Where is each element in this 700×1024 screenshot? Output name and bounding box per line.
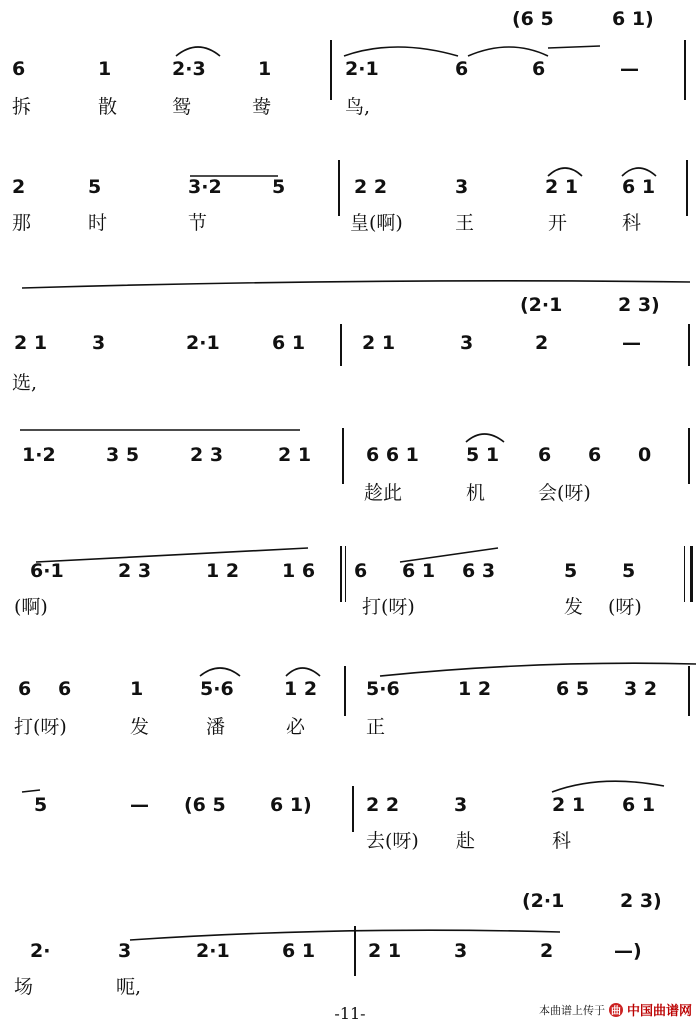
bar-line [340,324,342,366]
note: —) [614,940,642,962]
note: 6 1 [622,176,656,198]
footer-site-name[interactable]: 中国曲谱网 [626,1004,692,1019]
lyric: 选, [12,372,38,394]
note: 6 1) [612,8,654,30]
note: 6 [455,58,469,80]
note: 1 2 [284,678,318,700]
note: 2·1 [186,332,220,354]
lyric: 鸟, [345,96,371,118]
lyric: 王 [455,212,475,234]
note: (6 5 [184,794,226,816]
lyric: 那 [12,212,32,234]
bar-line [330,40,332,100]
note: 0 [638,444,652,466]
note: 3 [454,794,468,816]
note: 2 3 [118,560,152,582]
lyric: 呃, [116,976,142,998]
lyric: 正 [366,716,386,738]
note: 3 [92,332,106,354]
note: 6 6 1 [366,444,419,466]
note: 1 [98,58,112,80]
bar-line [688,324,690,366]
bar-line [684,40,686,100]
note: 2· [30,940,51,962]
lyric: (呀) [608,596,642,618]
note: 6 5 [556,678,590,700]
note: 6 [58,678,72,700]
lyric: 开 [548,212,568,234]
note: 5 [88,176,102,198]
note: 2·3 [172,58,206,80]
bar-line [690,546,693,602]
note: 6 [18,678,32,700]
note: 2 3) [620,890,662,912]
note: 5 [34,794,48,816]
bar-line [688,666,690,716]
lyric: 科 [552,830,572,852]
note: 6 1 [272,332,306,354]
note: 2·1 [196,940,230,962]
note: 3 [460,332,474,354]
note: 2 [535,332,549,354]
note: 6 [532,58,546,80]
note: 6 [354,560,368,582]
bar-line [340,546,342,602]
note: 5 [622,560,636,582]
note: 2 [12,176,26,198]
lyric: 时 [88,212,108,234]
note: 3 [455,176,469,198]
bar-line [686,160,688,216]
bar-line [684,546,685,602]
lyric: 发 [564,596,584,618]
note: 2 2 [354,176,388,198]
note: 2 1 [368,940,402,962]
note: 1 2 [458,678,492,700]
lyric: 鸯 [252,96,272,118]
lyric: 打(呀) [362,596,415,618]
note: 2 3) [618,294,660,316]
lyric: 赴 [456,830,476,852]
note: 1 [130,678,144,700]
note: 5·6 [366,678,400,700]
bar-line [345,546,346,602]
lyric: 必 [286,716,306,738]
lyric: 场 [14,976,34,998]
note: 3·2 [188,176,222,198]
lyric: 潘 [206,716,226,738]
note: 2 [540,940,554,962]
bar-line [338,160,340,216]
logo-icon: 曲 [609,1003,623,1017]
note: 5·6 [200,678,234,700]
note: 3 [118,940,132,962]
note: — [130,794,149,816]
note: 2 3 [190,444,224,466]
lyric: 节 [188,212,208,234]
note: 6 1 [402,560,436,582]
bar-line [342,428,344,484]
page-number: -11- [334,1004,366,1023]
bar-line [354,926,356,976]
lyric: 打(呀) [14,716,67,738]
lyric: 科 [622,212,642,234]
note: 2 1 [545,176,579,198]
bar-line [344,666,346,716]
note: (6 5 [512,8,554,30]
note: 1·2 [22,444,56,466]
lyric: 鸳 [172,96,192,118]
footer-uploaded-text: 本曲谱上传于 [538,1003,605,1017]
lyric: (啊) [14,596,48,618]
note: (2·1 [520,294,563,316]
lyric: 机 [466,482,486,504]
note: 6 [538,444,552,466]
note: — [620,58,639,80]
note: — [622,332,641,354]
lyric: 散 [98,96,118,118]
note: 3 5 [106,444,140,466]
note: 5 1 [466,444,500,466]
note: 6 1) [270,794,312,816]
note: 3 [454,940,468,962]
note: 6 [588,444,602,466]
note: 5 [564,560,578,582]
note: 5 [272,176,286,198]
note: 2 1 [362,332,396,354]
note: 6 1 [282,940,316,962]
bar-line [688,428,690,484]
bar-line [352,786,354,832]
note: 2 1 [278,444,312,466]
note: 6·1 [30,560,64,582]
lyric: 拆 [12,96,32,118]
note: 6 [12,58,26,80]
lyric: 去(呀) [366,830,419,852]
note: 2 2 [366,794,400,816]
note: 1 2 [206,560,240,582]
note: (2·1 [522,890,565,912]
note: 1 [258,58,272,80]
lyric: 皇(啊) [350,212,403,234]
lyric: 发 [130,716,150,738]
note: 3 2 [624,678,658,700]
lyric: 会(呀) [538,482,591,504]
note: 2 1 [552,794,586,816]
note: 2 1 [14,332,48,354]
note: 6 3 [462,560,496,582]
note: 1 6 [282,560,316,582]
note: 2·1 [345,58,379,80]
lyric: 趁此 [364,482,403,504]
note: 6 1 [622,794,656,816]
site-footer [539,1000,692,1019]
